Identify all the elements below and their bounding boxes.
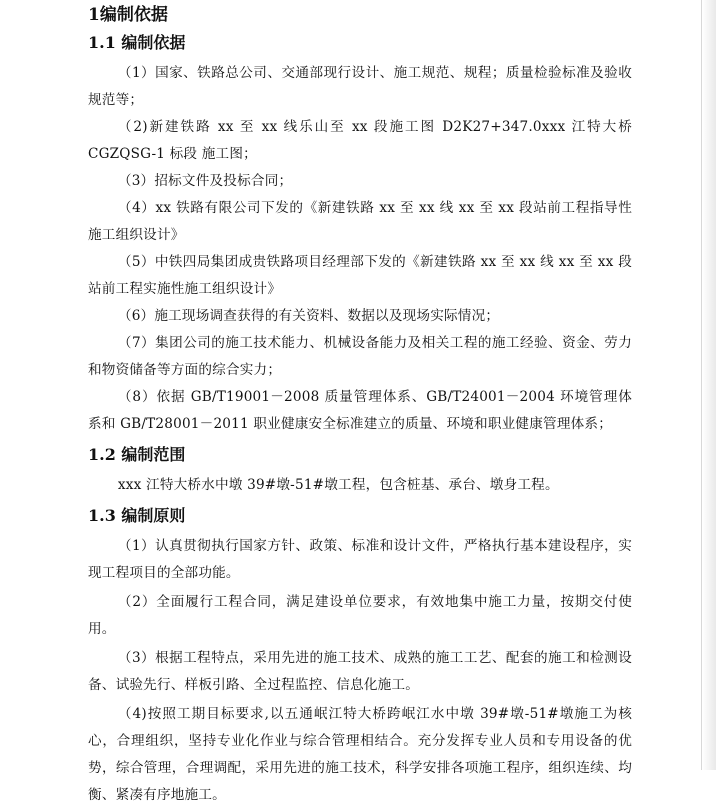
section-title-1-3: 1.3 编制原则 (88, 506, 186, 525)
paragraph: （8）依据 GB/T19001－2008 质量管理体系、GB/T24001－2004 环境管理体系和 GB/T28001－2011 职业健康安全标准建立的质量、环境和职业健康管理体系； (88, 389, 632, 432)
section-title-1-2: 1.2 编制范围 (88, 445, 186, 464)
section-title-1-1: 1.1 编制依据 (88, 33, 186, 52)
paragraph: （4）xx 铁路有限公司下发的《新建铁路 xx 至 xx 线 xx 至 xx 段站前工程指导性施工组织设计》 (88, 200, 632, 243)
paragraph: （4)按照工期目标要求,以五通岷江特大桥跨岷江水中墩 39#墩-51#墩施工为核心，合理组织，坚持专业化作业与综合管理相结合。充分发挥专业人员和专用设备的优势，综合管理，合理调配，采用先进的施工技术，科学安排各项施工程序，组织连续、均衡、紧凑有序地施工。 (88, 706, 632, 803)
chapter-heading: 1编制依据 (88, 5, 168, 25)
paragraph: xxx 江特大桥水中墩 39#墩-51#墩工程，包含桩基、承台、墩身工程。 (117, 477, 559, 493)
paragraph: （2）全面履行工程合同，满足建设单位要求，有效地集中施工力量，按期交付使用。 (88, 594, 632, 637)
paragraph: （1）国家、铁路总公司、交通部现行设计、施工规范、规程；质量检验标准及验收规范等； (88, 65, 632, 108)
paragraph: （7）集团公司的施工技术能力、机械设备能力及相关工程的施工经验、资金、劳力和物资储备等方面的综合实力； (88, 335, 632, 378)
paragraph: （6）施工现场调查获得的有关资料、数据以及现场实际情况； (117, 308, 500, 324)
paragraph: （2)新建铁路 xx 至 xx 线乐山至 xx 段施工图 D2K27+347.0xxx 江特大桥 CGZQSG-1 标段 施工图； (88, 119, 632, 162)
paragraph: （5）中铁四局集团成贵铁路项目经理部下发的《新建铁路 xx 至 xx 线 xx 至 xx 段站前工程实施性施工组织设计》 (88, 254, 632, 297)
paragraph: （3）招标文件及投标合同； (117, 173, 293, 189)
paragraph: （1）认真贯彻执行国家方针、政策、标准和设计文件，严格执行基本建设程序，实现工程项目的全部功能。 (88, 538, 632, 581)
paragraph: （3）根据工程特点，采用先进的施工技术、成熟的施工工艺、配套的施工和检测设备、试验先行、样板引路、全过程监控、信息化施工。 (88, 650, 632, 693)
